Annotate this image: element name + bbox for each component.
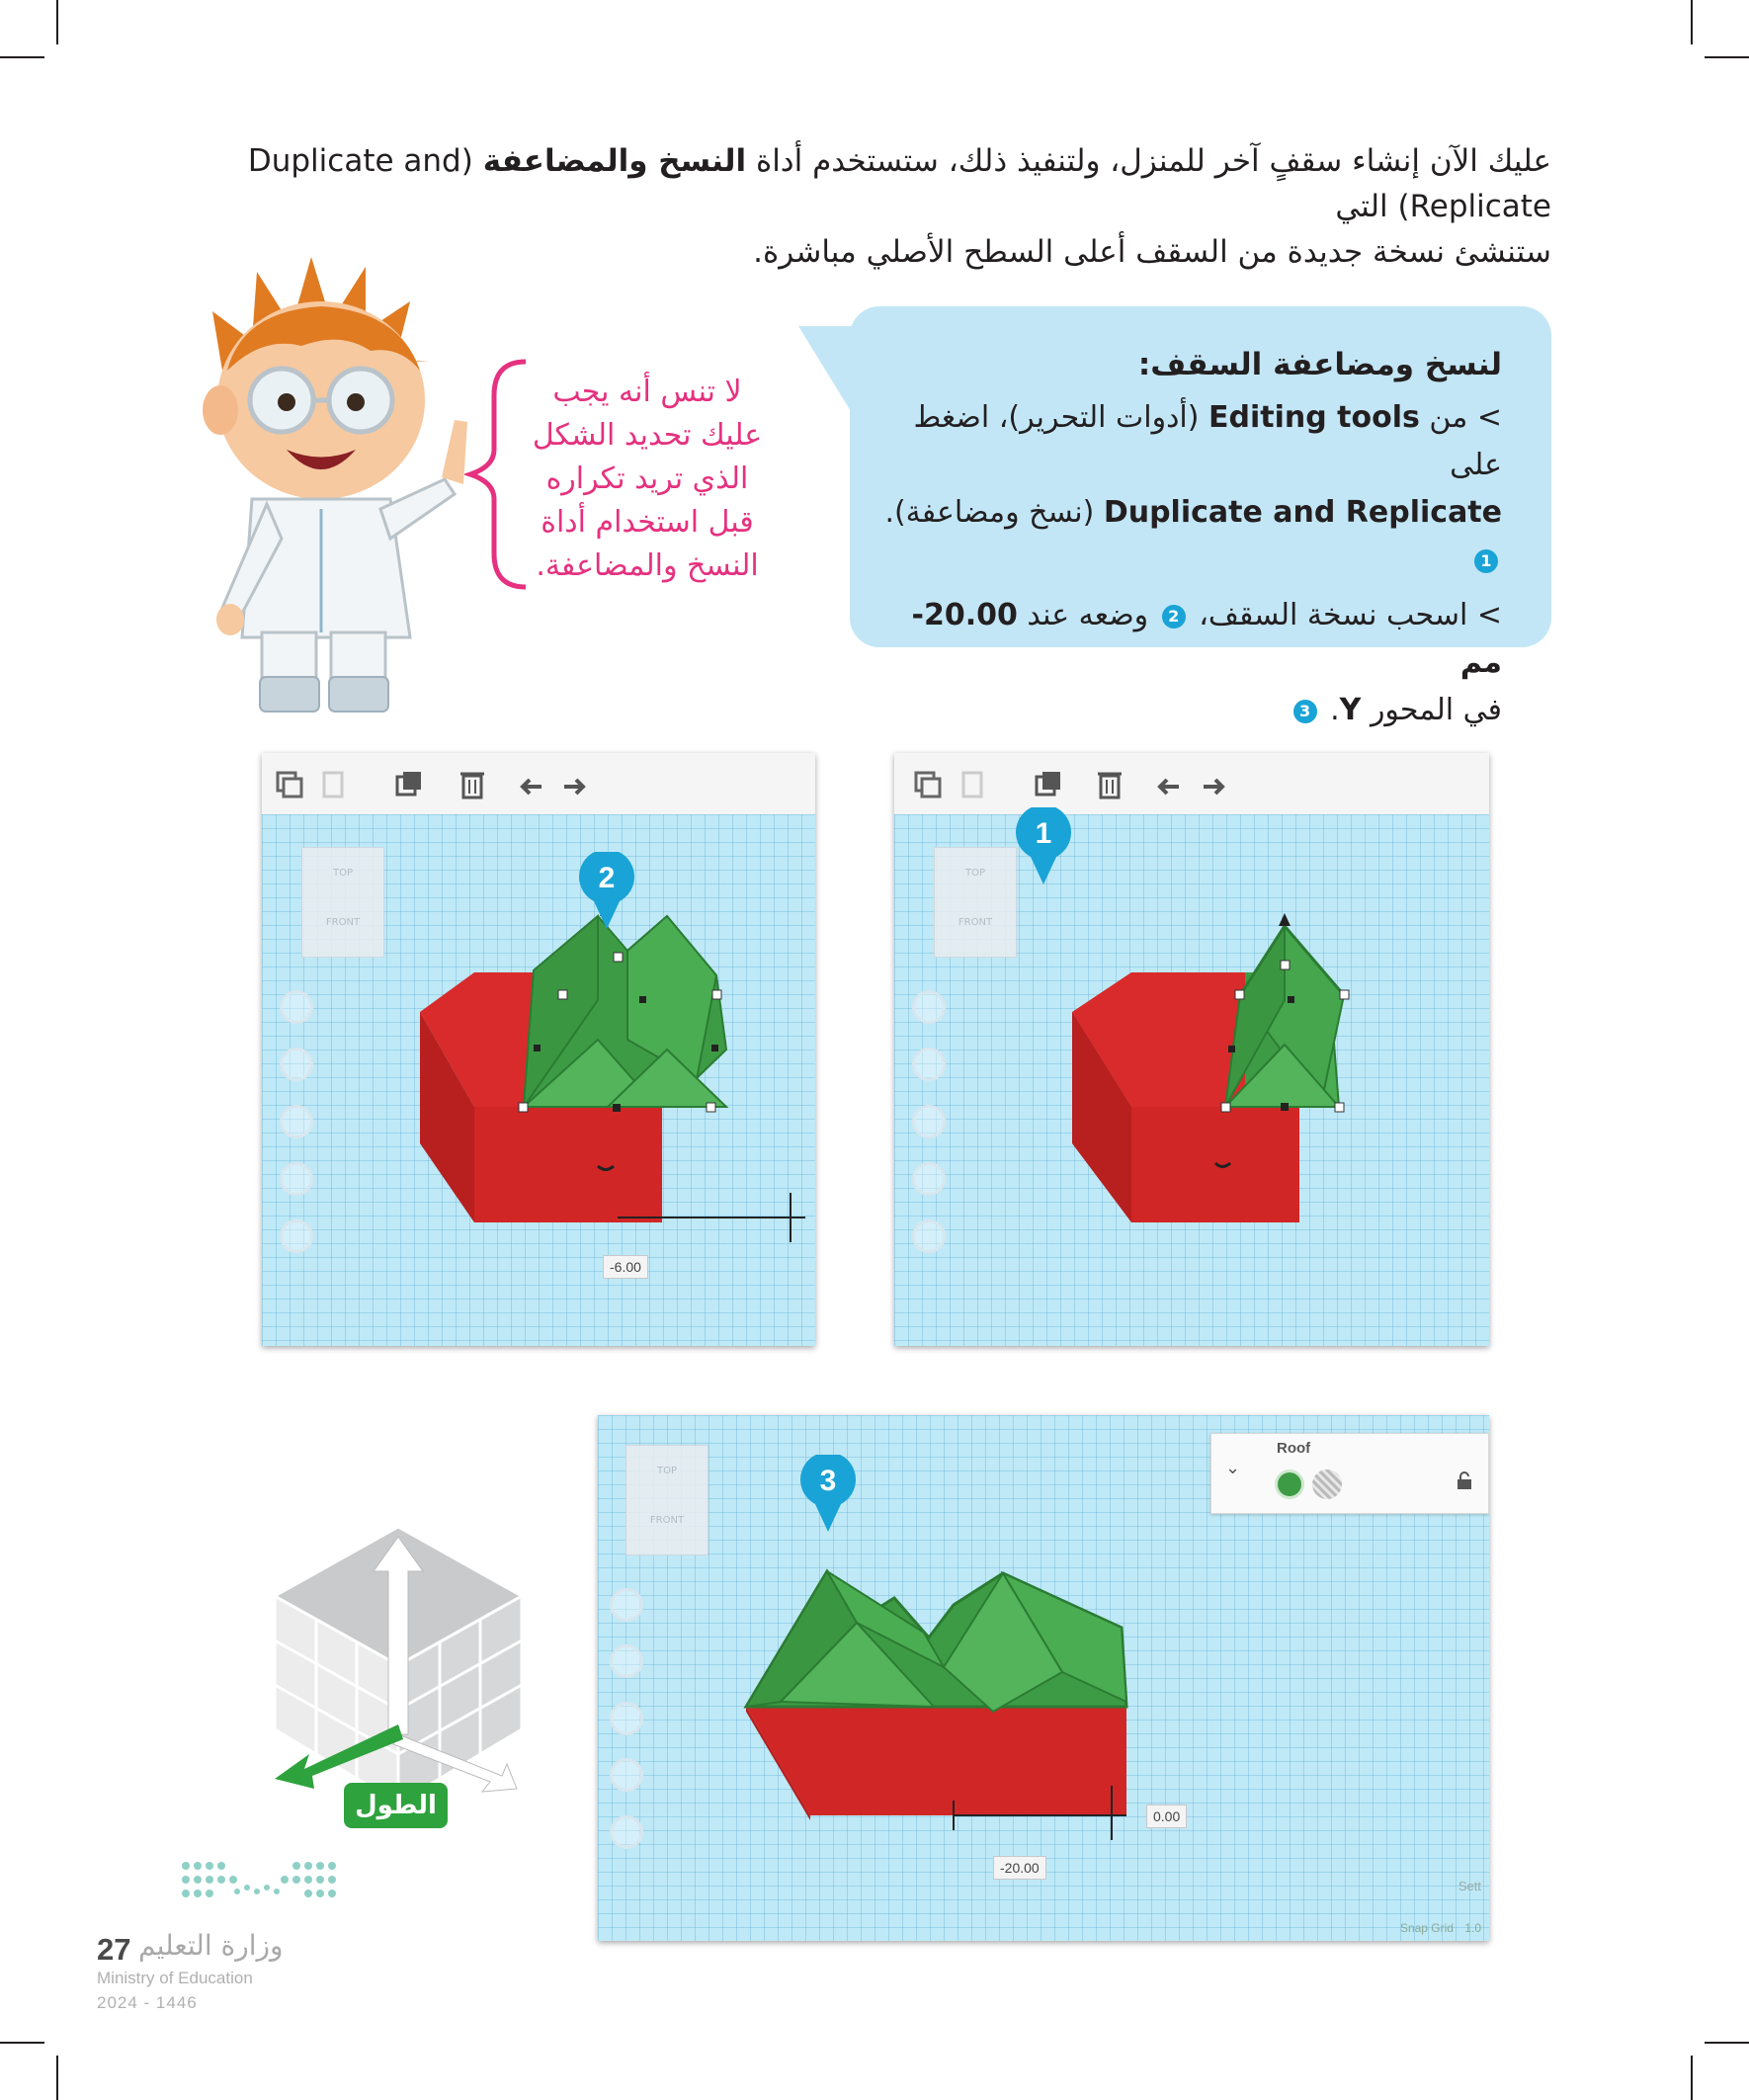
step-1 — [870, 394, 1502, 584]
view-cube-top-label: TOP — [656, 1466, 677, 1476]
crop-mark — [56, 0, 58, 44]
step-bold: Editing tools — [1208, 400, 1420, 435]
academic-year: 2024 - 1446 — [97, 1993, 198, 2012]
step-bold: 20.00- مم — [911, 598, 1502, 680]
ministry-name-arabic: وزارة التعليم — [138, 1929, 284, 1962]
step-bold: Duplicate and Replicate — [1103, 495, 1502, 530]
snap-grid-text: Snap Grid — [1399, 1921, 1454, 1935]
page-number: 27 — [97, 1932, 131, 1967]
house-model[interactable] — [894, 753, 1489, 1346]
crop-mark — [1705, 2042, 1749, 2044]
solid-color-swatch[interactable] — [1275, 1470, 1304, 1499]
step-text: > اسحب نسخة السقف، — [1189, 598, 1502, 632]
panel-title: Roof — [1277, 1440, 1311, 1457]
callout-number: 1 — [1035, 817, 1052, 850]
crop-mark — [1691, 2056, 1693, 2100]
y-position-input[interactable]: -20.00 — [993, 1856, 1046, 1880]
ministry-logo — [178, 1858, 351, 1907]
steps-title: لنسخ ومضاعفة السقف: — [1137, 347, 1502, 382]
step-text: . — [1330, 693, 1340, 727]
view-cube-front-label: FRONT — [649, 1515, 685, 1526]
step-2 — [870, 592, 1502, 734]
view-cube-top-label: TOP — [332, 868, 353, 879]
view-cube-front-label: FRONT — [958, 917, 993, 928]
screenshot-duplicate-step — [894, 753, 1489, 1346]
chevron-down-icon[interactable]: ⌄ — [1225, 1458, 1241, 1478]
snap-grid-label — [1400, 1921, 1481, 1935]
step-bold: Y — [1339, 693, 1362, 727]
snap-grid-value[interactable]: 1.0 — [1464, 1921, 1481, 1935]
step-text: (نسخ ومضاعفة). — [884, 495, 1104, 530]
view-cube-top-label: TOP — [964, 868, 985, 879]
hole-swatch[interactable] — [1312, 1470, 1342, 1499]
shape-properties-panel — [1210, 1433, 1489, 1514]
steps-content — [870, 341, 1502, 742]
ministry-name-english: Ministry of Education — [97, 1969, 253, 1987]
intro-bold-term: النسخ والمضاعفة — [482, 143, 747, 179]
callout-marker-2 — [576, 852, 637, 913]
crop-mark — [1705, 56, 1749, 58]
step-number-badge: 1 — [1474, 549, 1498, 573]
step-text: > من — [1419, 400, 1502, 435]
settings-label[interactable]: Sett — [1458, 1879, 1481, 1893]
crop-mark — [0, 2042, 44, 2044]
step-number-badge: 3 — [1293, 700, 1317, 723]
boy-character-illustration — [183, 252, 489, 726]
callout-marker-3 — [797, 1455, 859, 1516]
step-text: (أدوات التحرير)، اضغط على — [913, 400, 1502, 482]
callout-marker-1 — [1013, 807, 1074, 869]
lock-icon[interactable] — [1457, 1471, 1472, 1489]
crop-mark — [56, 2056, 58, 2100]
callout-number: 2 — [598, 862, 616, 894]
intro-text: (Duplicate and Replicate) التي — [247, 143, 1551, 224]
tip-text: لا تنس أنه يجب عليك تحديد الشكل الذي تريد تكراره قبل استخدام أداة النسخ والمضاعفة. — [532, 375, 763, 583]
step-number-badge: 2 — [1162, 605, 1186, 629]
intro-text: ستنشئ نسخة جديدة من السقف أعلى السطح الأصلي مباشرة. — [753, 234, 1551, 270]
view-cube-front-label: FRONT — [325, 917, 361, 928]
length-axis-label: الطول — [344, 1783, 448, 1828]
house-model[interactable] — [262, 753, 815, 1346]
step-text: وضعه عند — [1017, 598, 1158, 632]
crop-mark — [0, 56, 44, 58]
screenshot-drag-step — [262, 753, 815, 1346]
screenshot-final-position — [598, 1415, 1489, 1941]
axis-cube-illustration — [265, 1517, 532, 1813]
y-position-input[interactable]: -6.00 — [603, 1255, 648, 1279]
callout-number: 3 — [819, 1465, 837, 1497]
intro-text: عليك الآن إنشاء سقفٍ آخر للمنزل، ولتنفيذ ذلك، ستستخدم أداة — [746, 143, 1551, 179]
crop-mark — [1691, 0, 1693, 44]
step-text: في المحور — [1361, 693, 1502, 727]
x-position-input[interactable]: 0.00 — [1146, 1805, 1187, 1828]
